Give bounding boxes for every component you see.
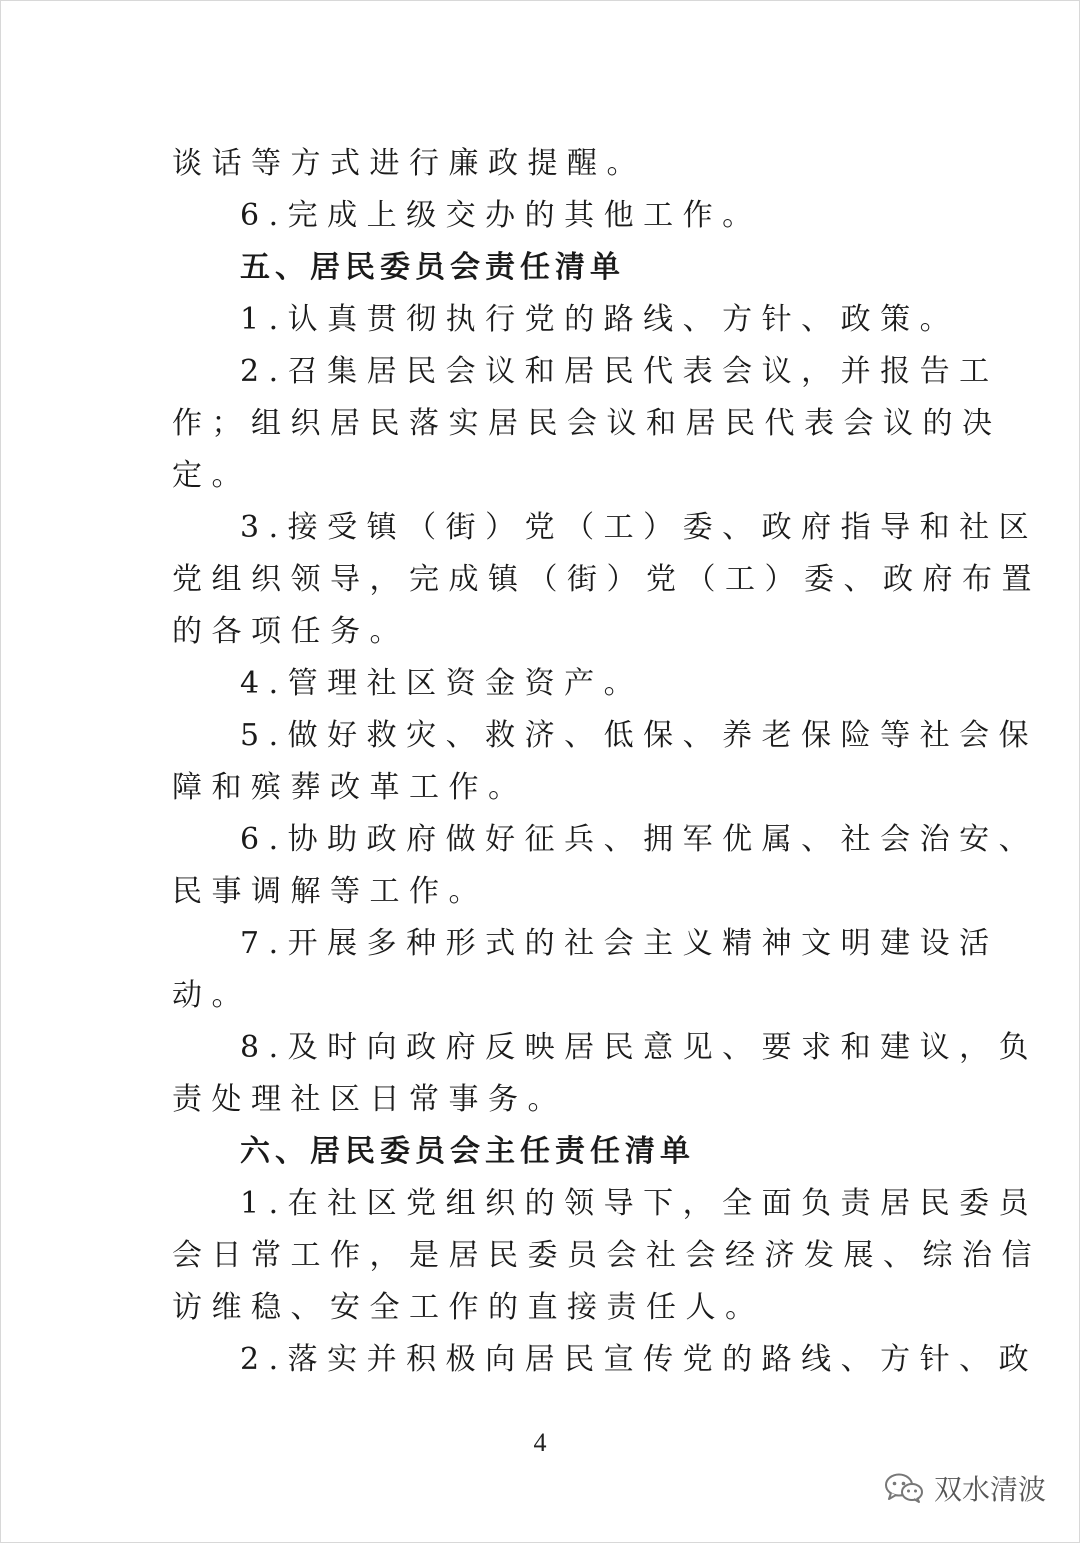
text-line: 定。 [172, 458, 251, 493]
text-line: 障和殡葬改革工作。 [172, 770, 528, 805]
text-line: 访维稳、安全工作的直接责任人。 [172, 1290, 765, 1325]
text-line: 民事调解等工作。 [172, 874, 488, 909]
text-line: 3.接受镇（街）党（工）委、政府指导和社区 [240, 510, 1039, 545]
text-line: 的各项任务。 [172, 614, 409, 649]
text-line: 动。 [172, 978, 251, 1013]
text-line: 会日常工作，是居民委员会社会经济发展、综治信 [172, 1238, 1041, 1273]
text-line: 1.认真贯彻执行党的路线、方针、政策。 [240, 302, 960, 337]
watermark [884, 1468, 1046, 1508]
text-line: 2.召集居民会议和居民代表会议，并报告工 [240, 354, 999, 389]
text-line: 7.开展多种形式的社会主义精神文明建设活 [240, 926, 999, 961]
section-heading: 六、居民委员会主任责任清单 [240, 1134, 695, 1169]
section-heading: 五、居民委员会责任清单 [240, 250, 625, 285]
text-line: 1.在社区党组织的领导下，全面负责居民委员 [240, 1186, 1039, 1221]
text-line: 党组织领导，完成镇（街）党（工）委、政府布置 [172, 562, 1041, 597]
text-line: 2.落实并积极向居民宣传党的路线、方针、政 [240, 1342, 1039, 1377]
text-line: 6.完成上级交办的其他工作。 [240, 198, 762, 233]
document-body [172, 138, 1041, 1386]
text-line: 4.管理社区资金资产。 [240, 666, 644, 701]
text-line: 5.做好救灾、救济、低保、养老保险等社会保 [240, 718, 1039, 753]
text-line: 责处理社区日常事务。 [172, 1082, 567, 1117]
text-line: 8.及时向政府反映居民意见、要求和建议，负 [240, 1030, 1039, 1065]
watermark-text: 双水清波 [933, 1473, 1046, 1506]
text-line: 谈话等方式进行廉政提醒。 [172, 146, 646, 181]
wechat-icon [884, 1472, 924, 1504]
text-line: 6.协助政府做好征兵、拥军优属、社会治安、 [240, 822, 1039, 857]
text-line: 作；组织居民落实居民会议和居民代表会议的决 [172, 406, 1002, 441]
page-number: 4 [533, 1428, 547, 1457]
